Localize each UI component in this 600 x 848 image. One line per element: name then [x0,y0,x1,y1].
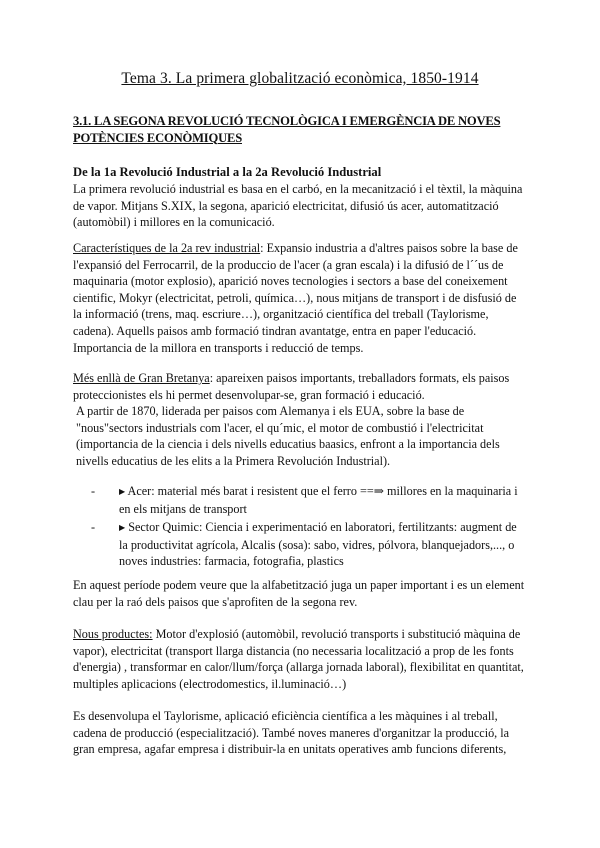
characteristics-text: : Expansio industria a d'altres paisos sobre la base de l'expansió del Ferrocarril, de la produccio de l'acer (a gran escala) i la difusió de l´´us de maquinaria (motor explosio), aparició noves tecnologies i sectors a base del coneixement cientific, Mokyr (electricitat, petroli, química…), nous mitjans de transport i de disfusió de la informació (trens, maq. escriure…), organització científica del treball (Taylorisme, cadena). Aquells paisos amb formació tindran avantatge, entra en paper l'educació. Importancia de la millora en transports i reducció de temps. [73,241,518,355]
paragraph-literacy: En aquest període podem veure que la alfabetització juga un paper important i es un element clau per la raó dels paisos que s'aprofiten de la segona rev. [73,578,525,609]
list-item [73,483,528,517]
beyond-britain-text: : apareixen paisos importants, treballadors formats, els paisos proteccionistes els hi permet desenvolupar-se, gran formació i educació. [73,371,510,402]
beyond-britain-text-2: A partir de 1870, liderada per paisos com Alemanya i els EUA, sobre la base de "nous"sectors industrials com l'acer, el qu´mic, el motor de combustió i l'electricitat (importancia de la ciencia i dels nivells educatius baasics, enfront a la importancia dels nivells educatius de les elits a la Primera Revolución Industrial). [76,404,500,468]
subheading: De la 1a Revolució Industrial a la 2a Revolució Industrial [73,165,382,179]
list-item-text: Sector Quimic: Ciencia i experimentació en laboratori, fertilitzants: augment de la productivitat agrícola, Alcalis (sosa): sabo, vidres, pólvora, blanquejadors,..., o noves industries: farmacia, fotografia, plastics [119,520,517,569]
paragraph-beyond-britain [73,370,528,470]
arrow-bullet-icon: ▶ [119,487,126,496]
list-item [73,519,528,570]
characteristics-label: Característiques de la 2a rev industrial [73,241,261,255]
new-products-text: Motor d'explosió (automòbil, revolució transports i substitució màquina de vapor), electricitat (transport llarga distancia (no necessaria localització a prop de les fonts d'energia) , transformar en calor/llum/força (allarga jornada laboral), flexibilitat en quantitat, multiples aplicacions (electrodomestics, il.luminació…) [73,627,524,691]
bullet-list [73,483,528,572]
page-title: Tema 3. La primera globalització econòmica, 1850-1914 [121,70,479,87]
paragraph-taylorism: Es desenvolupa el Taylorisme, aplicació eficiència científica a les màquines i al treball, cadena de producció (especialització). També noves maneres d'organitzar la producció, la gran empresa, agafar empresa i distribuir-la en unitats operatives amb funcions diferents, [73,709,510,757]
dash-marker: - [91,484,96,498]
paragraph-characteristics [73,240,528,356]
beyond-britain-label: Més enllà de Gran Bretanya [73,371,210,385]
section-heading: 3.1. LA SEGONA REVOLUCIÓ TECNOLÒGICA I EMERGÈNCIA DE NOVES POTÈNCIES ECONÒMIQUES [73,114,501,145]
new-products-label: Nous productes: [73,627,153,641]
dash-marker: - [91,520,96,535]
list-item-text: Acer: material més barat i resistent que el ferro ==⇒ millores en la maquinaria i en els mitjans de transport [119,484,518,516]
arrow-bullet-icon: ▶ [119,523,126,533]
paragraph-new-products [73,626,528,692]
paragraph-intro: La primera revolució industrial es basa en el carbó, en la mecanització i el tèxtil, la màquina de vapor. Mitjans S.XIX, la segona, aparició electricitat, difusió ús acer, automatització (automòbil) i millores en la comunicació. [73,182,523,230]
